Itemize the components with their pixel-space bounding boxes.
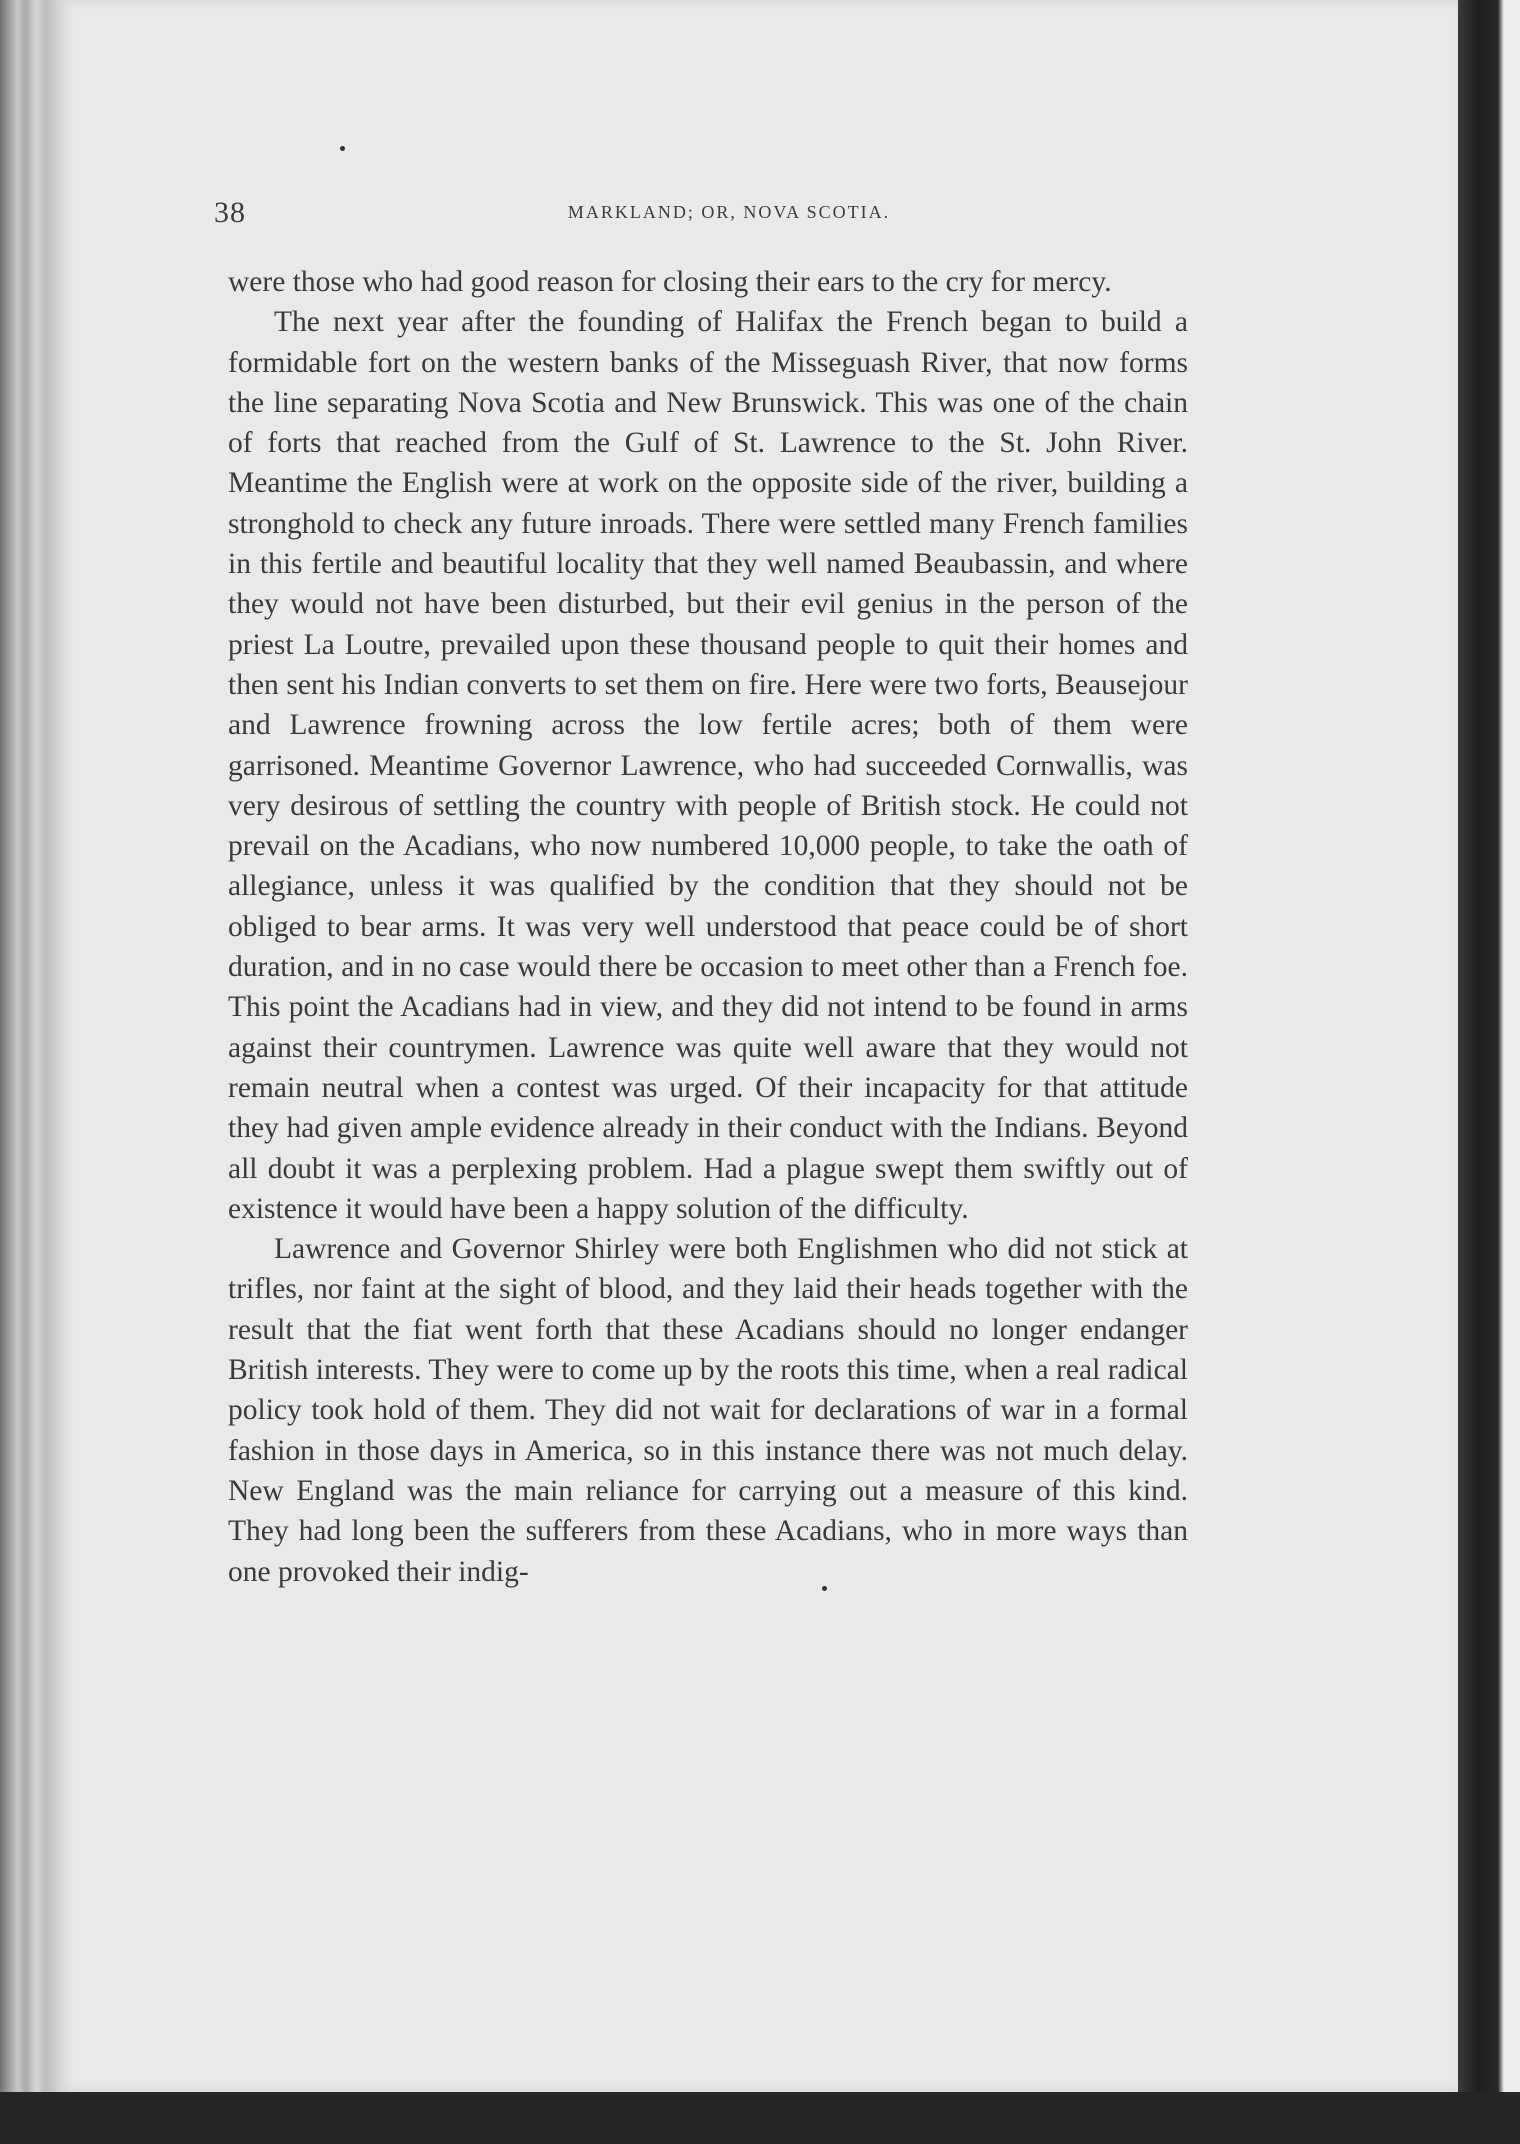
paragraph: were those who had good reason for closing their ears to the cry for mercy. — [228, 266, 1112, 298]
paragraph: The next year after the founding of Halifax the French began to build a formidable fort on the western banks of the Misseguash River, that now forms the line separating Nova Scotia and New Brunswick. This was one of the chain of forts that reached from the Gulf of St. Lawrence to the St. John River. Meantime the English were at work on the opposite side of the river, building a stronghold to check any future inroads. There were settled many French families in this fertile and beautiful locality that they well named Beaubassin, and where they would not have been disturbed, but their evil genius in the person of the priest La Loutre, prevailed upon these thousand people to quit their homes and then sent his Indian converts to set them on fire. Here were two forts, Beausejour and Lawrence frowning across the low fertile acres; both of them were garrisoned. Meantime Governor Lawrence, who had succeeded Cornwallis, was very desirous of settling the country with people of British stock. He could not prevail on the Acadians, who now numbered 10,000 people, to take the oath of allegiance, unless it was qualified by the condition that they should not be obliged to bear arms. It was very well understood that peace could be of short duration, and in no case would there be occasion to meet other than a French foe. This point the Acadians had in view, and they did not intend to be found in arms against their countrymen. Lawrence was quite well aware that they would not remain neutral when a contest was urged. Of their incapacity for that attitude they had given ample evidence already in their conduct with the Indians. Beyond all doubt it was a perplexing problem. Had a plague swept them swiftly out of existence it would have been a happy solution of the difficulty. — [228, 306, 1188, 1225]
page-bottom-edge — [0, 2092, 1520, 2144]
page-right-edge — [1458, 0, 1520, 2144]
body-text — [228, 262, 1188, 1592]
page-number: 38 — [214, 196, 246, 229]
page-header — [214, 196, 1244, 236]
paragraph: Lawrence and Governor Shirley were both Englishmen who did not stick at trifles, nor faint at the sight of blood, and they laid their heads together with the result that the fiat went forth that these Acadians should no longer endanger British interests. They were to come up by the roots this time, when a real radical policy took hold of them. They did not wait for declarations of war in a formal fashion in those days in America, so in this instance there was not much delay. New England was the main reliance for carrying out a measure of this kind. They had long been the sufferers from these Acadians, who in more ways than one provoked their indig- — [228, 1233, 1188, 1588]
ink-speck — [340, 146, 345, 151]
book-binding-edge — [0, 0, 62, 2144]
running-head: MARKLAND; OR, NOVA SCOTIA. — [567, 202, 891, 222]
